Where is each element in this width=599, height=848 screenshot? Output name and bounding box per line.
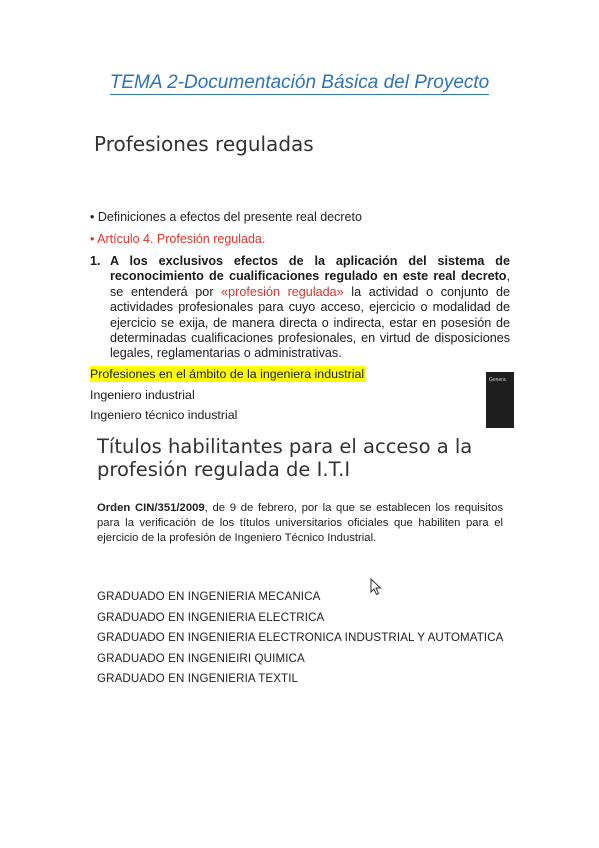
mouse-pointer-icon [370, 578, 382, 596]
orden-paragraph [97, 501, 503, 546]
dark-thumbnail [486, 372, 514, 428]
orden-text: , de 9 de febrero, por la que se establecen los requisitos para la verificación de los títulos universitarios oficiales que habiliten para el ejercicio de la profesión de Ingeniero Técnico Industrial. [97, 502, 503, 544]
grado-item: GRADUADO EN INGENIERIA ELECTRICA [97, 611, 325, 624]
bullet-definiciones: • Definiciones a efectos del presente real decreto [90, 210, 362, 224]
thumbnail-label: Genera [489, 377, 506, 383]
grado-item: GRADUADO EN INGENIERIA TEXTIL [97, 672, 299, 685]
article-bold-text: A los exclusivos efectos de la aplicación del sistema de reconocimiento de cualificaciones regulado en este real decreto [110, 254, 510, 284]
article-quoted-term: «profesión regulada» [221, 284, 344, 299]
profession-item: Ingeniero industrial [90, 388, 195, 402]
bullet-text: Definiciones a efectos del presente real decreto [97, 210, 362, 224]
article-paragraph [90, 254, 510, 362]
article-text [110, 254, 510, 362]
page-title [0, 72, 599, 94]
article-text-b: la actividad o conjunto de actividades profesionales para cuyo acceso, ejercicio o modalidad de ejercicio se exija, de manera directa o indirecta, estar en posesión de determinadas cualificaciones profesionales, en virtud de disposiciones legales, reglamentarias o administrativas. [110, 284, 510, 361]
highlighted-heading: Profesiones en el ámbito de la ingeniera industrial [90, 367, 365, 381]
embedded-slide [86, 118, 514, 428]
article-text-a: , se entenderá por [110, 269, 510, 299]
orden-reference: Orden CIN/351/2009 [97, 502, 205, 514]
profession-item: Ingeniero técnico industrial [90, 408, 238, 422]
article-number: 1. [90, 254, 101, 268]
grado-item: GRADUADO EN INGENIERIA ELECTRONICA INDUSTRIAL Y AUTOMATICA [97, 631, 504, 644]
section-title: Títulos habilitantes para el acceso a la profesión regulada de I.T.I [97, 435, 473, 481]
bullet-text: Artículo 4. Profesión regulada. [97, 232, 266, 246]
grado-item: GRADUADO EN INGENIEIRI QUIMICA [97, 652, 305, 665]
slide-heading: Profesiones reguladas [94, 132, 314, 156]
bullet-articulo: • Artículo 4. Profesión regulada. [90, 232, 266, 246]
page-title-text: TEMA 2-Documentación Básica del Proyecto [109, 72, 490, 93]
grado-item: GRADUADO EN INGENIERIA MECANICA [97, 590, 321, 603]
